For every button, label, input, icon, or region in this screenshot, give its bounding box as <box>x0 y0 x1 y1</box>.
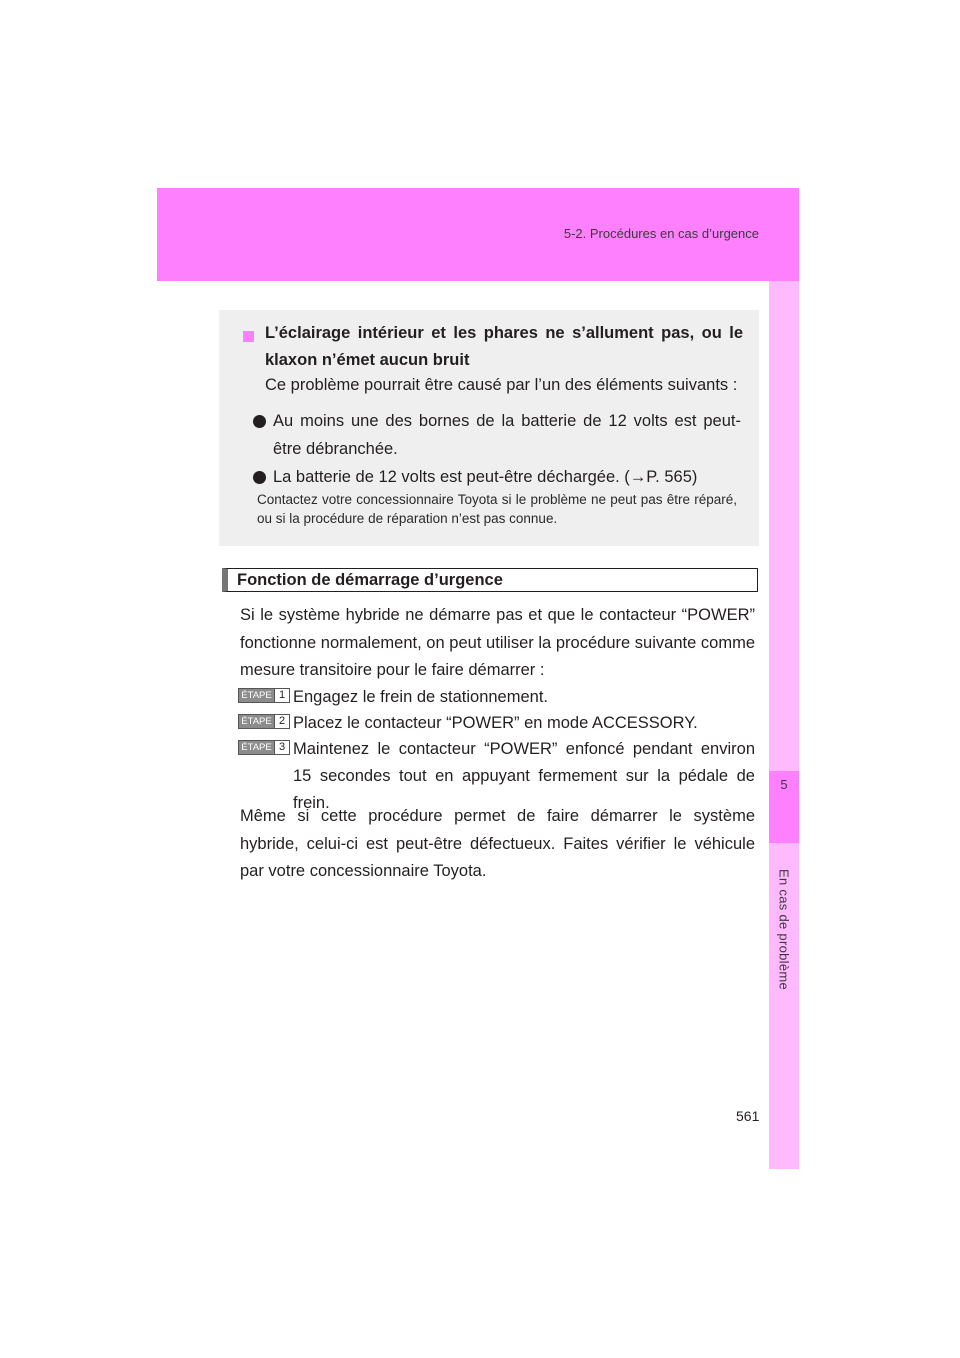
step-badge <box>238 740 290 755</box>
step-item <box>238 684 755 711</box>
bullet-text: La batterie de 12 volts est peut-être déchargée. (→P. 565) <box>273 468 698 486</box>
section-title: 5-2. Procédures en cas d’urgence <box>563 226 759 241</box>
step-badge-number: 2 <box>274 715 289 728</box>
info-box <box>219 310 759 546</box>
info-heading-text: L’éclairage intérieur et les phares ne s’allument pas, ou le klaxon n’émet aucun bruit <box>265 324 743 369</box>
chapter-number: 5 <box>780 777 788 792</box>
step-badge-number: 1 <box>274 689 289 702</box>
chapter-title <box>769 869 799 991</box>
step-text: Maintenez le contacteur “POWER” enfoncé pendant environ 15 secondes tout en appuyant fermement sur la pédale de frein. <box>293 740 755 812</box>
info-intro: Ce problème pourrait être causé par l’un des éléments suivants : <box>265 376 738 394</box>
chapter-side-tab <box>769 281 799 1169</box>
bullet-item <box>253 463 741 491</box>
section-heading-text: Fonction de démarrage d’urgence <box>237 571 503 589</box>
header-band <box>157 188 799 281</box>
bullet-item <box>253 407 741 463</box>
step-badge <box>238 688 290 703</box>
info-note: Contactez votre concessionnaire Toyota si le problème ne peut pas être réparé, ou si la procédure de réparation n’est pas connue. <box>257 492 737 526</box>
pink-square-icon <box>243 331 254 342</box>
page-number: 561 <box>736 1108 760 1124</box>
bullet-dot-icon <box>253 415 266 428</box>
section-outro: Même si cette procédure permet de faire démarrer le système hybride, celui-ci est peut-être défectueux. Faites vérifier le véhicule par votre concessionnaire Toyota. <box>240 807 755 880</box>
step-item <box>238 710 755 737</box>
step-badge <box>238 714 290 729</box>
step-badge-label: ÉTAPE <box>239 715 274 728</box>
step-text: Placez le contacteur “POWER” en mode ACCESSORY. <box>293 714 698 732</box>
step-text: Engagez le frein de stationnement. <box>293 688 549 706</box>
step-badge-label: ÉTAPE <box>239 741 274 754</box>
step-badge-number: 3 <box>274 741 289 754</box>
info-heading <box>239 320 743 374</box>
step-badge-label: ÉTAPE <box>239 689 274 702</box>
chapter-title-text: En cas de problème <box>776 869 792 991</box>
bullet-text: Au moins une des bornes de la batterie de 12 volts est peut-être débranchée. <box>273 412 741 458</box>
section-intro: Si le système hybride ne démarre pas et que le contacteur “POWER” fonctionne normalement, on peut utiliser la procédure suivante comme mesure transitoire pour le faire démarrer : <box>240 606 755 679</box>
section-heading <box>222 568 758 592</box>
bullet-dot-icon <box>253 471 266 484</box>
